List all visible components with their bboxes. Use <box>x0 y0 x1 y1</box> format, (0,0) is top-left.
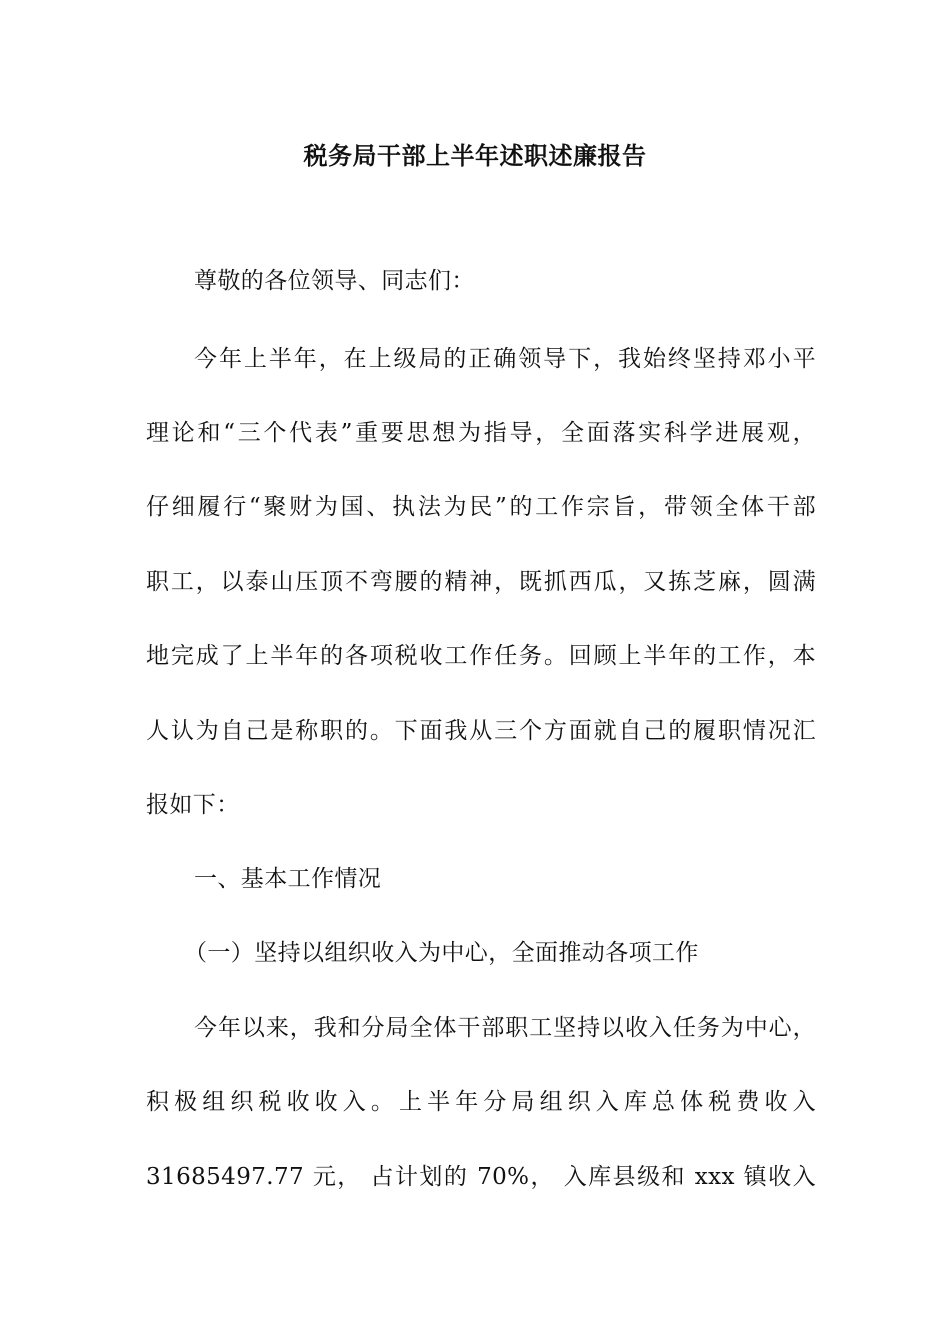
document-title: 税务局干部上半年述职述廉报告 <box>303 141 647 170</box>
paragraph-line: 积极组织税收收入。上半年分局组织入库总体税费收入 <box>146 1089 816 1115</box>
paragraph-line: 人认为自己是称职的。下面我从三个方面就自己的履职情况汇 <box>146 718 816 744</box>
paragraph-line: 理论和“三个代表”重要思想为指导，全面落实科学进展观， <box>146 420 816 446</box>
paragraph-line: 地完成了上半年的各项税收工作任务。回顾上半年的工作，本 <box>146 643 816 669</box>
paragraph-line: 仔细履行“聚财为国、执法为民”的工作宗旨，带领全体干部 <box>146 494 816 520</box>
section-heading: 一、基本工作情况 <box>194 866 382 892</box>
paragraph-line: 报如下： <box>146 792 240 818</box>
salutation-line: 尊敬的各位领导、同志们： <box>194 268 475 294</box>
paragraph-line: 今年上半年，在上级局的正确领导下，我始终坚持邓小平 <box>194 346 816 372</box>
paragraph-line: 职工，以泰山压顶不弯腰的精神，既抓西瓜，又拣芝麻，圆满 <box>146 569 816 595</box>
paragraph-line: 31685497.77 元， 占计划的 70%， 入库县级和 xxx 镇收入 <box>146 1164 816 1190</box>
subsection-heading: （一）坚持以组织收入为中心，全面推动各项工作 <box>184 940 699 966</box>
paragraph-line: 今年以来，我和分局全体干部职工坚持以收入任务为中心， <box>194 1015 816 1041</box>
